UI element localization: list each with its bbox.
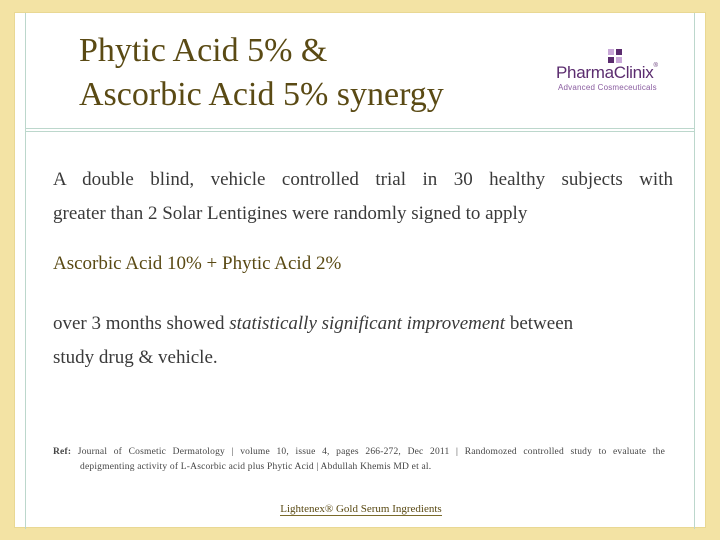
- result-line-2: study drug & vehicle.: [53, 347, 218, 368]
- logo-tagline: Advanced Cosmeceuticals: [558, 83, 657, 92]
- title-line-2: Ascorbic Acid 5% synergy: [79, 76, 444, 113]
- result-emphasis: statistically significant improvement: [229, 313, 506, 334]
- formula-text: Ascorbic Acid 10% + Phytic Acid 2%: [53, 253, 342, 274]
- intro-paragraph: [53, 163, 673, 231]
- pharmaclinix-logo: [556, 49, 678, 97]
- title-divider-secondary: [25, 131, 695, 132]
- result-line-1: over 3 months showed statistically significant improvement between: [53, 313, 574, 334]
- formula-line: [53, 253, 673, 275]
- intro-line-2: greater than 2 Solar Lentigines were randomly signed to apply: [53, 203, 528, 224]
- logo-brand: PharmaClinix®: [556, 63, 658, 82]
- frame-line-right: [694, 13, 695, 529]
- slide: [14, 12, 706, 528]
- footer: [15, 503, 707, 515]
- slide-title: [79, 29, 444, 117]
- reference-citation: [53, 445, 665, 475]
- title-line-1: Phytic Acid 5% &: [79, 32, 328, 69]
- logo-cross-icon: [608, 49, 622, 63]
- intro-line-1: A double blind, vehicle controlled trial in 30 healthy subjects with: [53, 169, 673, 190]
- reference-line-2: depigmenting activity of L-Ascorbic acid plus Phytic Acid | Abdullah Khemis MD et al.: [80, 462, 432, 472]
- reference-line-1: Ref: Journal of Cosmetic Dermatology | volume 10, issue 4, pages 266-272, Dec 2011 | Randomozed controlled study to evaluate the: [53, 447, 665, 457]
- title-divider: [25, 128, 695, 129]
- footer-link[interactable]: Lightenex® Gold Serum Ingredients: [280, 503, 442, 515]
- frame-line-left: [25, 13, 26, 529]
- result-paragraph: [53, 307, 673, 375]
